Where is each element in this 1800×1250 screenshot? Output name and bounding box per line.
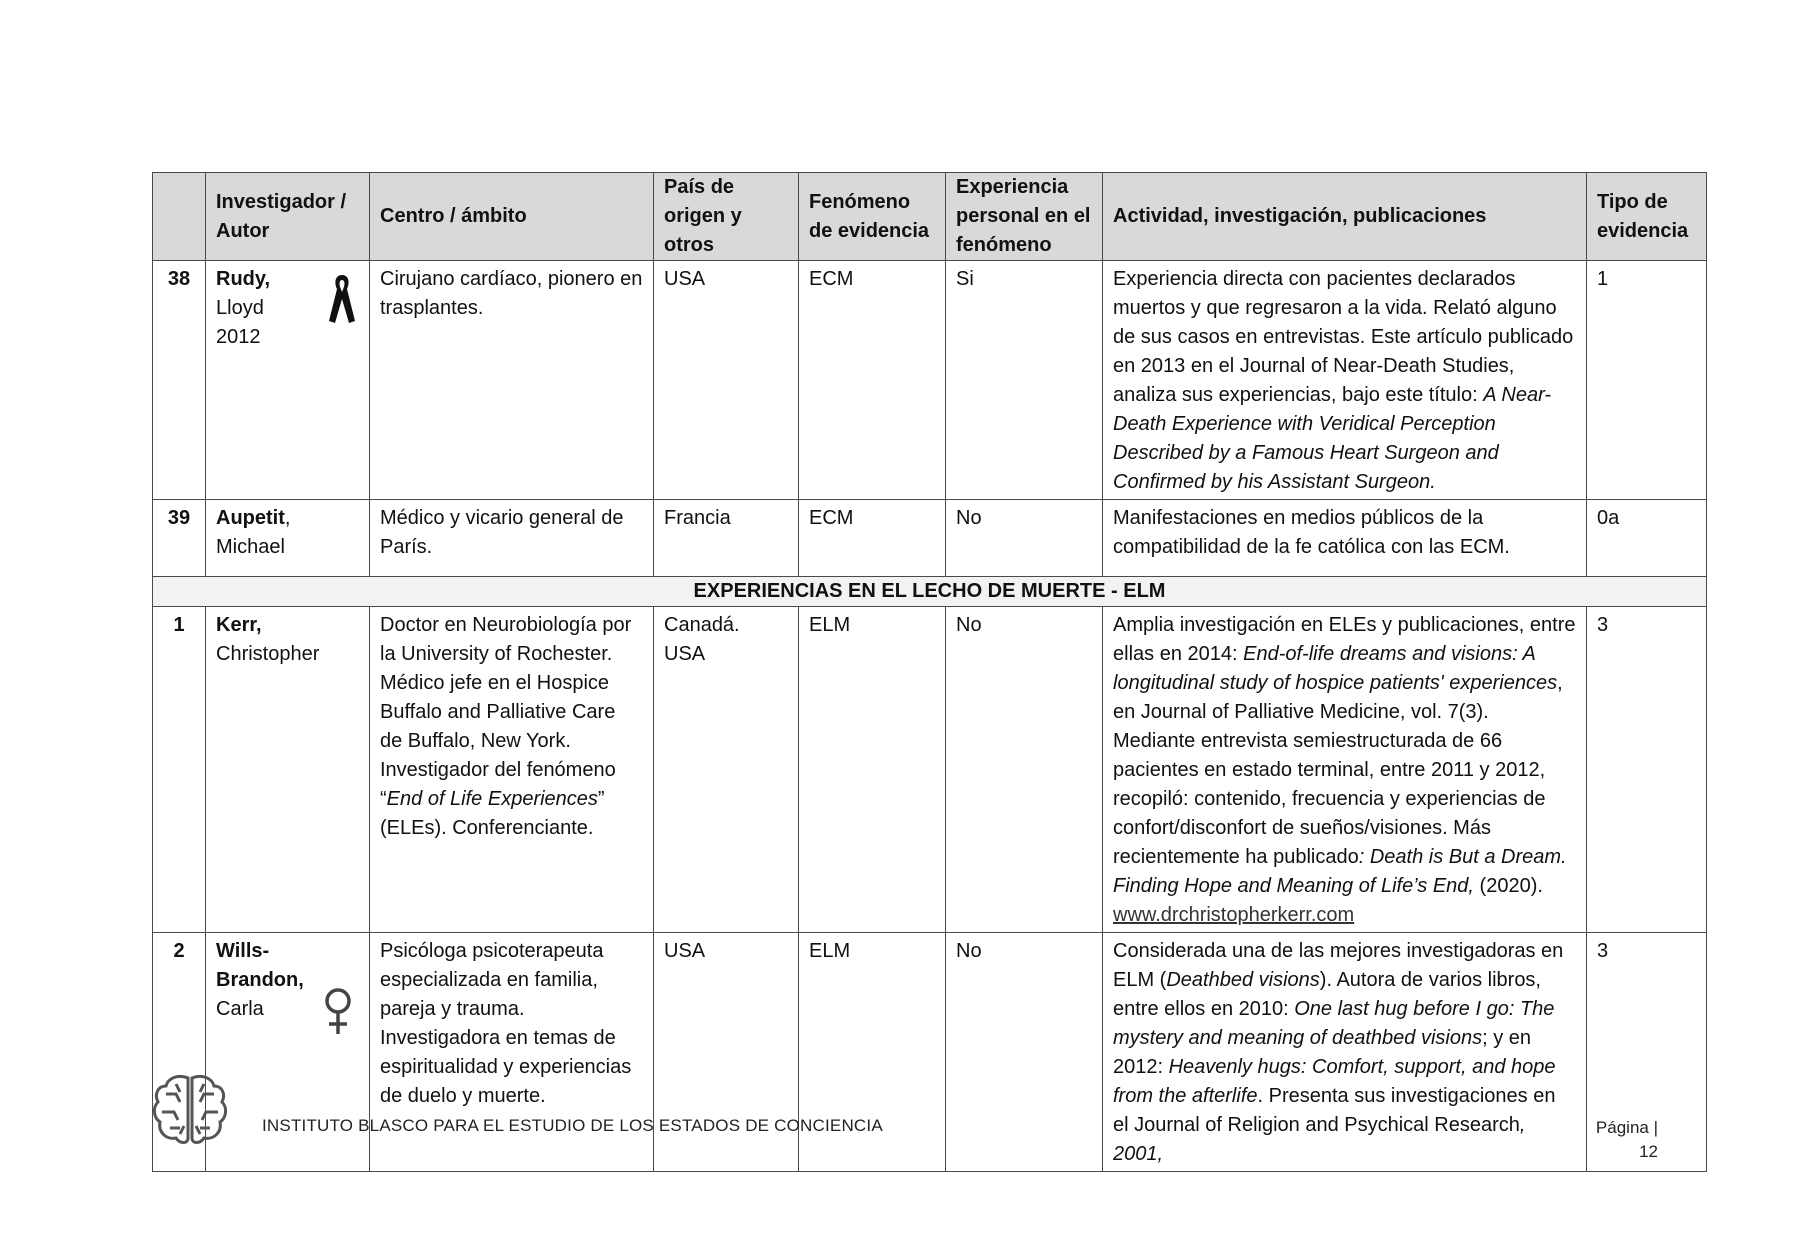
actividad-text-5: , 2001, [1113, 1114, 1526, 1165]
pais-cell: USA [654, 933, 799, 1172]
centro-cell: Médico y vicario general de París. [370, 500, 654, 577]
tipo-cell: 0a [1587, 500, 1707, 577]
footer-institute: INSTITUTO BLASCO PARA EL ESTUDIO DE LOS ESTADOS DE CONCIENCIA [262, 1116, 883, 1135]
centro-italic: End of Life Experiences [386, 788, 598, 810]
actividad-title-2: : Death is But a Dream. Finding Hope and Meaning of Life’s End, [1113, 846, 1567, 897]
actividad-text-2: ). Autora de varios libros, entre ellos en 2010: [1113, 969, 1541, 1020]
brain-logo-icon [150, 1072, 230, 1146]
page-number [1596, 1116, 1658, 1164]
centro-cell: Psicóloga psicoterapeuta especializada en familia, pareja y trauma. Investigadora en temas de espiritualidad y experiencias de duelo y muerte. [370, 933, 654, 1172]
researcher-name [206, 500, 370, 577]
row-number: 1 [153, 607, 206, 933]
researcher-firstname: Carla [216, 998, 264, 1020]
pais-line-2: USA [664, 643, 706, 665]
fenomeno-cell: ELM [799, 933, 946, 1172]
actividad-text-2: , en Journal of Palliative Medicine, vol. 7(3). Mediante entrevista semiestructurada de 66 pacientes en estado terminal, entre 2011 y 2012, recopiló: contenido, frecuencia y experiencias de confort/disconfort de sueños/visiones. Más recientemente ha publicado [1113, 672, 1563, 868]
centro-text: Doctor en Neurobiología por la University of Rochester. Médico jefe en el Hospice Buffalo and Palliative Care de Buffalo, New York. Investigador del fenómeno “ [380, 614, 632, 810]
actividad-text-3: ; y en 2012: [1113, 1027, 1532, 1078]
fenomeno-cell: ECM [799, 500, 946, 577]
researcher-surname: Kerr, [216, 614, 262, 636]
row-number: 38 [153, 261, 206, 500]
header-pais: País de origen y otros [654, 173, 799, 261]
actividad-italic: Deathbed visions [1166, 969, 1320, 991]
actividad-text: Amplia investigación en ELEs y publicaciones, entre ellas en 2014: [1113, 614, 1576, 665]
header-actividad: Actividad, investigación, publicaciones [1103, 173, 1587, 261]
website-link[interactable]: www.drchristopherkerr.com [1113, 904, 1355, 926]
actividad-text-3: (2020). [1474, 875, 1543, 897]
actividad-text-4: . Presenta sus investigaciones en el Journal of Religion and Psychical Research [1113, 1085, 1556, 1136]
table-row [153, 261, 1707, 500]
actividad-cell [1103, 607, 1587, 933]
header-experiencia: Experiencia personal en el fenómeno [946, 173, 1103, 261]
header-investigador: Investigador / Autor [206, 173, 370, 261]
researcher-firstname: Michael [216, 536, 285, 558]
page-label: Página | [1595, 1118, 1658, 1137]
row-number: 39 [153, 500, 206, 577]
researcher-firstname: Lloyd [216, 297, 264, 319]
actividad-text: Considerada una de las mejores investigadoras en ELM ( [1113, 940, 1564, 991]
researcher-year: 2012 [216, 326, 261, 348]
experiencia-cell: No [946, 500, 1103, 577]
researchers-table [152, 172, 1707, 1172]
mourning-ribbon-icon [327, 271, 357, 325]
header-centro: Centro / ámbito [370, 173, 654, 261]
tipo-cell: 3 [1587, 607, 1707, 933]
header-tipo: Tipo de evidencia [1587, 173, 1707, 261]
actividad-title: One last hug before I go: The mystery and meaning of deathbed visions [1113, 998, 1555, 1049]
experiencia-cell: Si [946, 261, 1103, 500]
section-header-row [153, 577, 1707, 607]
researcher-surname: Rudy, [216, 268, 271, 290]
actividad-title: End-of-life dreams and visions: A longitudinal study of hospice patients' experiences [1113, 643, 1558, 694]
actividad-cell [1103, 933, 1587, 1172]
centro-text-end: ” (ELEs). Conferenciante. [380, 788, 605, 839]
section-title: EXPERIENCIAS EN EL LECHO DE MUERTE - ELM [153, 577, 1707, 607]
pais-cell: Francia [654, 500, 799, 577]
researcher-surname-2: Brandon, [216, 969, 304, 991]
researcher-surname-1: Wills- [216, 940, 270, 962]
actividad-text: Experiencia directa con pacientes declarados muertos y que regresaron a la vida. Relató alguno de sus casos en entrevistas. Este artículo publicado en 2013 en el Journal of Near-Death Studies, analiza sus experiencias, bajo este título: [1113, 268, 1574, 406]
centro-cell: Cirujano cardíaco, pionero en trasplantes. [370, 261, 654, 500]
actividad-cell: Manifestaciones en medios públicos de la compatibilidad de la fe católica con las ECM. [1103, 500, 1587, 577]
experiencia-cell: No [946, 607, 1103, 933]
table-row [153, 607, 1707, 933]
female-symbol-icon [321, 987, 355, 1037]
header-fenomeno: Fenómeno de evidencia [799, 173, 946, 261]
pais-cell: USA [654, 261, 799, 500]
surname-suffix: , [284, 507, 291, 529]
actividad-title: A Near-Death Experience with Veridical Perception Described by a Famous Heart Surgeon and Confirmed by his Assistant Surgeon. [1113, 384, 1552, 493]
page-number-value: 12 [1639, 1142, 1658, 1161]
researcher-name [206, 607, 370, 933]
row-number: 2 [153, 933, 206, 1172]
fenomeno-cell: ELM [799, 607, 946, 933]
header-num [153, 173, 206, 261]
table-header-row [153, 173, 1707, 261]
pais-cell [654, 607, 799, 933]
researcher-firstname: Christopher [216, 643, 320, 665]
experiencia-cell: No [946, 933, 1103, 1172]
researcher-name [206, 261, 370, 500]
table-row [153, 500, 1707, 577]
actividad-cell [1103, 261, 1587, 500]
pais-line-1: Canadá. [664, 614, 740, 636]
actividad-title-2: Heavenly hugs: Comfort, support, and hope from the afterlife [1113, 1056, 1556, 1107]
researcher-surname: Aupetit [216, 507, 285, 529]
centro-cell [370, 607, 654, 933]
tipo-cell: 1 [1587, 261, 1707, 500]
tipo-cell: 3 [1587, 933, 1707, 1172]
fenomeno-cell: ECM [799, 261, 946, 500]
